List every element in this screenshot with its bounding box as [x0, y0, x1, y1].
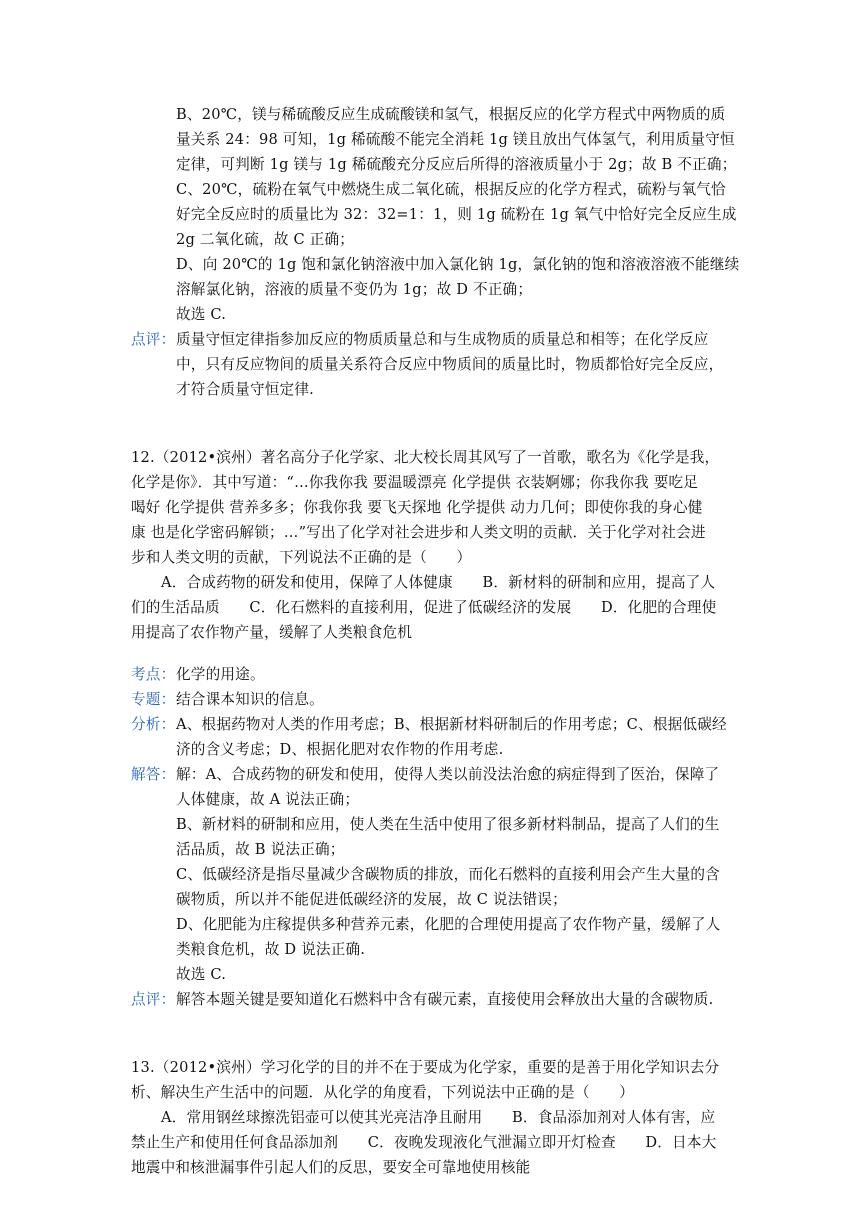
question-options: A．合成药物的研发和使用，保障了人体健康 B．新材料的研制和应用，提高了人	[161, 574, 716, 591]
jieda-line: 类粮食危机，故 D 说法正确.	[176, 941, 366, 958]
jieda-line: B、新材料的研制和应用，使人类在生活中使用了很多新材料制品，提高了人们的生	[176, 816, 720, 833]
comment-line: 才符合质量守恒定律.	[176, 381, 314, 398]
jieda-line: C、低碳经济是指尽量减少含碳物质的排放，而化石燃料的直接利用会产生大量的含	[176, 866, 720, 883]
analysis-line: 2g 二氧化硫，故 C 正确；	[176, 231, 355, 248]
jieda-line: 故选 C.	[176, 966, 227, 983]
jieda-line: 人体健康，故 A 说法正确；	[176, 791, 360, 808]
question-options: 禁止生产和使用任何食品添加剂 C．夜晚发现液化气泄漏立即开灯检查 D．日本大	[131, 1134, 717, 1151]
fenxi-line: A、根据药物对人类的作用考虑；B、根据新材料研制后的作用考虑；C、根据低碳经	[176, 716, 727, 733]
dianping-text: 解答本题关键是要知道化石燃料中含有碳元素，直接使用会释放出大量的含碳物质.	[176, 991, 714, 1008]
question-stem: 康 也是化学密码解锁；…”写出了化学对社会进步和人类文明的贡献．关于化学对社会进	[131, 524, 706, 541]
question-stem: 12.（2012•滨州）著名高分子化学家、北大校长周其风写了一首歌，歌名为《化学是我，	[131, 449, 720, 466]
comment-line: 中，只有反应物间的质量关系符合反应中物质间的质量比时，物质都恰好完全反应，	[176, 356, 724, 373]
question-options: 们的生活品质 C．化石燃料的直接利用，促进了低碳经济的发展 D．化肥的合理使	[131, 599, 717, 616]
jieda-label: 解答：	[131, 766, 176, 783]
question-stem: 化学是你》．其中写道：“…你我你我 要温暖漂亮 化学提供 衣装婀娜；你我你我 要吃足	[131, 474, 699, 491]
analysis-line: 溶解氯化钠，溶液的质量不变仍为 1g；故 D 不正确；	[176, 281, 533, 298]
comment-label: 点评：	[131, 331, 176, 348]
question-stem: 13.（2012•滨州）学习化学的目的并不在于要成为化学家，重要的是善于用化学知识去分	[131, 1059, 720, 1076]
analysis-line: 故选 C.	[176, 306, 227, 323]
analysis-line: D、向 20℃的 1g 饱和氯化钠溶液中加入氯化钠 1g，氯化钠的饱和溶液溶液不能继续	[176, 256, 740, 273]
analysis-line: 好完全反应时的质量比为 32：32=1：1，则 1g 硫粉在 1g 氧气中恰好完全反应生成	[176, 206, 737, 223]
question-stem: 步和人类文明的贡献，下列说法不正确的是（ ）	[131, 549, 472, 566]
fenxi-label: 分析：	[131, 716, 176, 733]
question-options: 地震中和核泄漏事件引起人们的反思，要安全可靠地使用核能	[131, 1159, 531, 1176]
fenxi-line: 济的含义考虑；D、根据化肥对农作物的作用考虑.	[176, 741, 504, 758]
analysis-line: C、20℃，硫粉在氧气中燃烧生成二氧化硫，根据反应的化学方程式，硫粉与氧气恰	[176, 181, 726, 198]
question-stem: 喝好 化学提供 营养多多；你我你我 要飞天探地 化学提供 动力几何；即使你我的身心健	[131, 499, 703, 516]
dianping-label: 点评：	[131, 991, 176, 1008]
analysis-line: B、20℃，镁与稀硫酸反应生成硫酸镁和氢气，根据反应的化学方程式中两物质的质	[176, 106, 726, 123]
kaodian-text: 化学的用途。	[176, 666, 265, 683]
jieda-line: 碳物质，所以并不能促进低碳经济的发展，故 C 说法错误；	[176, 891, 567, 908]
question-options: 用提高了农作物产量，缓解了人类粮食危机	[131, 624, 413, 641]
analysis-line: 量关系 24：98 可知，1g 稀硫酸不能完全消耗 1g 镁且放出气体氢气，利用质量守恒	[176, 131, 735, 148]
analysis-line: 定律，可判断 1g 镁与 1g 稀硫酸充分反应后所得的溶液质量小于 2g；故 B 不正确；	[176, 156, 737, 173]
question-stem: 析、解决生产生活中的问题．从化学的角度看，下列说法中正确的是（ ）	[131, 1084, 634, 1101]
zhuanti-label: 专题：	[131, 691, 176, 708]
zhuanti-text: 结合课本知识的信息。	[176, 691, 324, 708]
question-options: A．常用钢丝球擦洗铝壶可以使其光亮洁净且耐用 B．食品添加剂对人体有害，应	[161, 1109, 716, 1126]
kaodian-label: 考点：	[131, 666, 176, 683]
jieda-line: 活品质，故 B 说法正确；	[176, 841, 345, 858]
jieda-line: 解：A、合成药物的研发和使用，使得人类以前没法治愈的病症得到了医治，保障了	[176, 766, 720, 783]
comment-line: 质量守恒定律指参加反应的物质质量总和与生成物质的质量总和相等；在化学反应	[176, 331, 709, 348]
jieda-line: D、化肥能为庄稼提供多种营养元素，化肥的合理使用提高了农作物产量，缓解了人	[176, 916, 721, 933]
